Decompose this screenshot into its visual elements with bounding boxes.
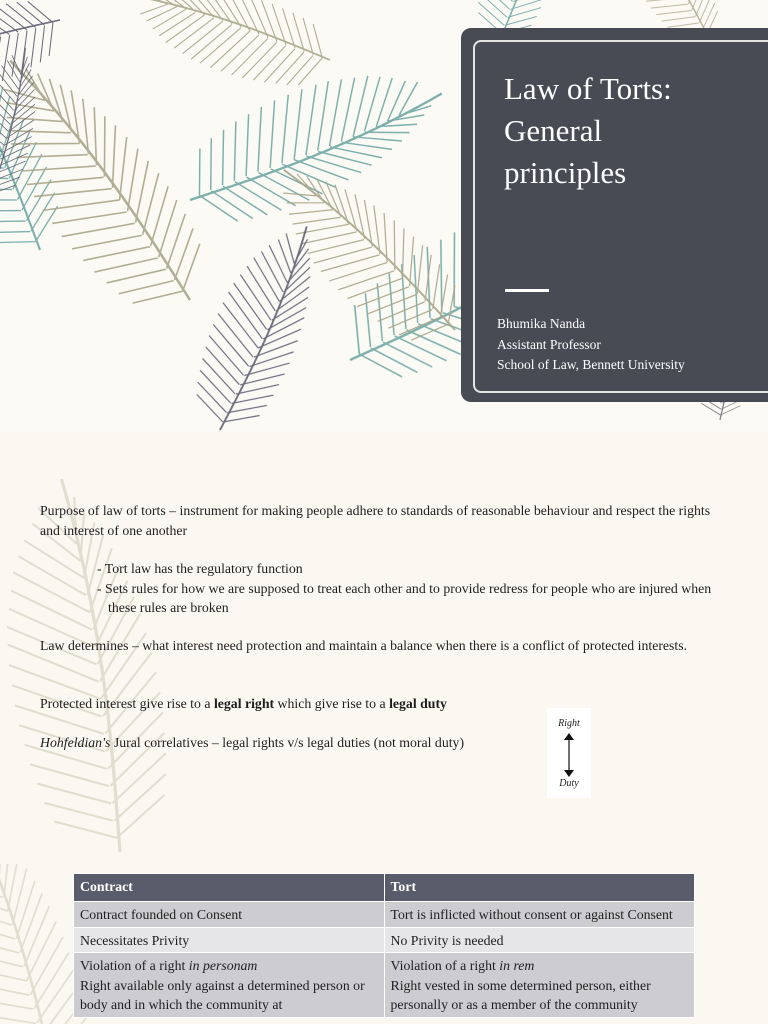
table-row bbox=[74, 927, 695, 953]
author-name: Bhumika Nanda bbox=[497, 316, 586, 331]
column-header-tort: Tort bbox=[384, 874, 695, 902]
text-run: which give rise to a bbox=[274, 696, 390, 711]
text-run: Right vested in some determined person, either personally or as a member of the community bbox=[390, 977, 651, 1012]
text-run: Protected interest give rise to a bbox=[40, 696, 214, 711]
table-cell: Necessitates Privity bbox=[74, 927, 385, 953]
text-run: Violation of a right bbox=[390, 958, 500, 973]
diagram-label-right: Right bbox=[558, 718, 580, 729]
bullet-item: - Tort law has the regulatory function bbox=[97, 561, 303, 576]
title-line: General bbox=[504, 113, 603, 148]
table-cell: Tort is inflicted without consent or against Consent bbox=[384, 902, 695, 928]
purpose-paragraph: Purpose of law of torts – instrument for making people adhere to standards of reasonable behaviour and respect the rights and interest of one another bbox=[40, 503, 711, 538]
double-arrow-icon bbox=[561, 732, 577, 778]
latin-term: in personam bbox=[188, 958, 258, 973]
title-line: principles bbox=[504, 155, 627, 190]
content-slide bbox=[0, 432, 768, 864]
bullet-list bbox=[97, 559, 717, 618]
text-run: Violation of a right bbox=[80, 958, 189, 973]
text-run: Right available only against a determined person or body and in which the community at bbox=[80, 977, 365, 1012]
table-cell bbox=[74, 953, 385, 1018]
protected-interest-paragraph bbox=[40, 694, 540, 714]
slide-title bbox=[504, 68, 744, 194]
author-affiliation: School of Law, Bennett University bbox=[497, 357, 685, 372]
table-row bbox=[74, 953, 695, 1018]
table-cell: No Privity is needed bbox=[384, 927, 695, 953]
hohfeld-paragraph bbox=[40, 733, 540, 753]
author-role: Assistant Professor bbox=[497, 336, 601, 352]
law-determines-paragraph: Law determines – what interest need protection and maintain a balance when there is a conflict of protected interests. bbox=[40, 638, 688, 653]
contract-vs-tort-table bbox=[73, 873, 695, 1018]
table-row bbox=[74, 902, 695, 928]
legal-right-term: legal right bbox=[213, 696, 275, 711]
table-cell bbox=[384, 953, 695, 1018]
author-block bbox=[497, 314, 685, 376]
legal-duty-term: legal duty bbox=[389, 696, 447, 711]
title-divider bbox=[505, 289, 549, 292]
text-run: Jural correlatives – legal rights v/s legal duties (not moral duty) bbox=[110, 735, 465, 750]
diagram-label-duty: Duty bbox=[559, 778, 579, 789]
right-duty-diagram bbox=[547, 708, 591, 798]
title-slide bbox=[0, 0, 768, 432]
title-line: Law of Torts: bbox=[504, 71, 672, 106]
bullet-item: - Sets rules for how we are supposed to treat each other and to provide redress for people who are injured when these rules are broken bbox=[97, 580, 712, 615]
column-header-contract: Contract bbox=[74, 874, 385, 902]
table-cell: Contract founded on Consent bbox=[74, 902, 385, 928]
hohfeld-name: Hohfeldian's bbox=[40, 735, 111, 750]
latin-term: in rem bbox=[499, 958, 535, 973]
comparison-slide bbox=[0, 864, 768, 1024]
title-panel bbox=[461, 28, 768, 402]
table-header-row bbox=[74, 874, 695, 902]
